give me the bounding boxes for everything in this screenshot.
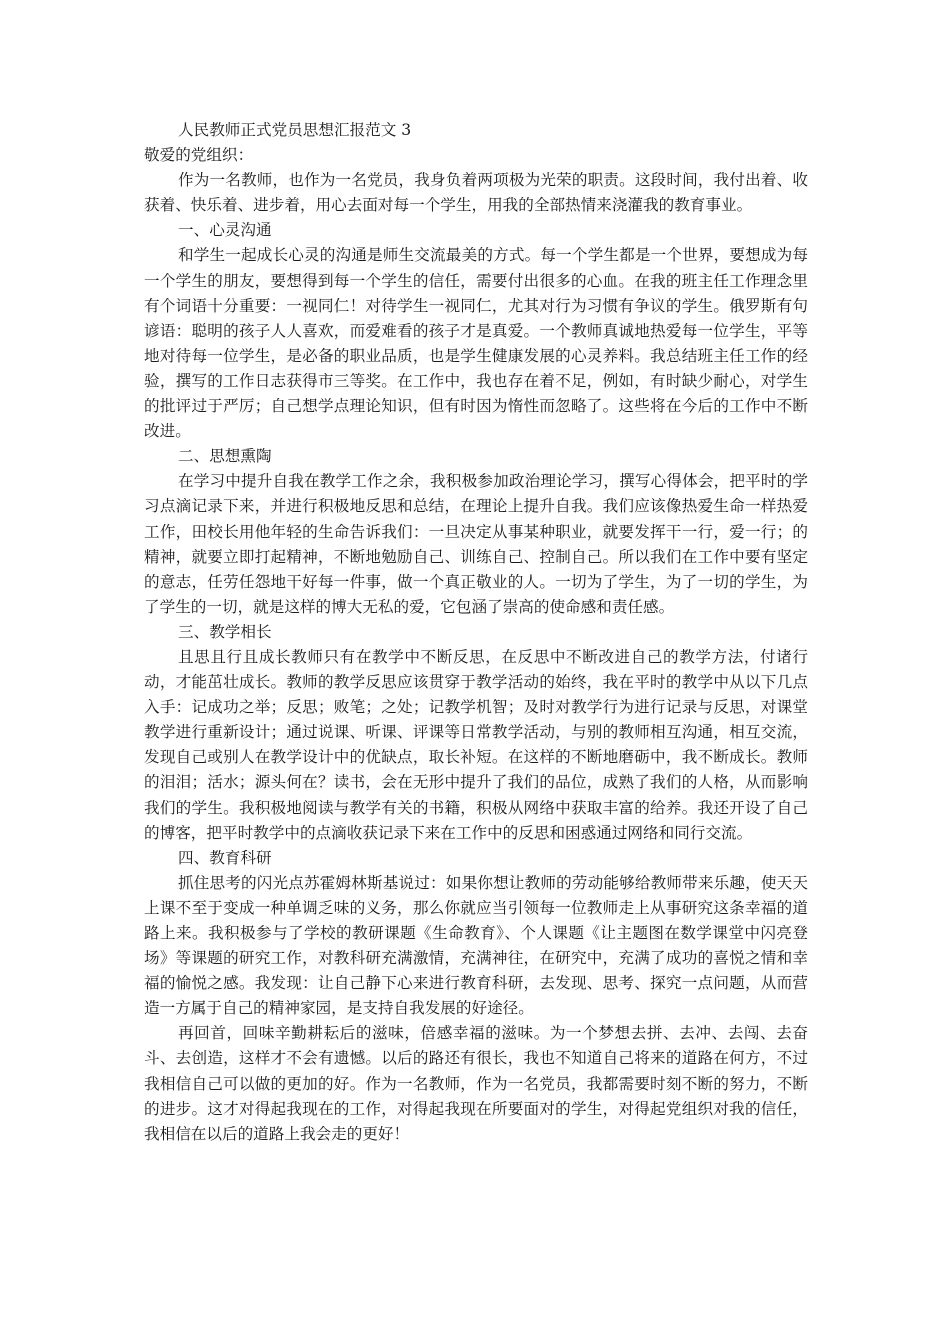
section-body-4: 抓住思考的闪光点苏霍姆林斯基说过：如果你想让教师的劳动能够给教师带来乐趣，使天天上课不至于变成一种单调乏味的义务，那么你就应当引领每一位教师走上从事研究这条幸福的道路上来。我积极参与了学校的教研课题《生命教育》、个人课题《让主题图在数学课堂中闪亮登场》等课题的研究工作，对教科研充满激情，充满神往，在研究中，充满了成功的喜悦之情和幸福的愉悦之感。我发现：让自己静下心来进行教育科研，去发现、思考、探究一点问题，从而营造一方属于自己的精神家园，是支持自我发展的好途径。 — [144, 873, 808, 1018]
section-heading-2: 二、思想熏陶 — [178, 447, 272, 466]
closing-paragraph: 再回首，回味辛勤耕耘后的滋味，倍感幸福的滋味。为一个梦想去拼、去冲、去闯、去奋斗、去创造，这样才不会有遗憾。以后的路还有很长，我也不知道自己将来的道路在何方，不过我相信自己可以做的更加的好。作为一名教师，作为一名党员，我都需要时刻不断的努力，不断的进步。这才对得起我现在的工作，对得起我现在所要面对的学生，对得起党组织对我的信任，我相信在以后的道路上我会走的更好！ — [144, 1024, 808, 1143]
intro-paragraph: 作为一名教师，也作为一名党员，我身负着两项极为光荣的职责。这段时间，我付出着、收获着、快乐着、进步着，用心去面对每一个学生，用我的全部热情来浇灌我的教育事业。 — [144, 171, 808, 215]
document-body — [144, 118, 808, 1147]
salutation: 敬爱的党组织： — [144, 146, 254, 165]
section-heading-4: 四、教育科研 — [178, 848, 272, 867]
section-body-3: 且思且行且成长教师只有在教学中不断反思，在反思中不断改进自己的教学方法，付诸行动，才能茁壮成长。教师的教学反思应该贯穿于教学活动的始终，我在平时的教学中从以下几点入手：记成功之举；反思；败笔；之处；记教学机智；及时对教学行为进行记录与反思，对课堂教学进行重新设计；通过说课、听课、评课等日常教学活动，与别的教师相互沟通，相互交流，发现自己或别人在教学设计中的优缺点，取长补短。在这样的不断地磨砺中，我不断成长。教师的泪泪；活水；源头何在？读书，会在无形中提升了我们的品位，成熟了我们的人格，从而影响我们的学生。我积极地阅读与教学有关的书籍，积极从网络中获取丰富的给养。我还开设了自己的博客，把平时教学中的点滴收获记录下来在工作中的反思和困惑通过网络和同行交流。 — [144, 647, 808, 842]
section-body-2: 在学习中提升自我在教学工作之余，我积极参加政治理论学习，撰写心得体会，把平时的学习点滴记录下来，并进行积极地反思和总结，在理论上提升自我。我们应该像热爱生命一样热爱工作，田校长用他年轻的生命告诉我们：一旦决定从事某种职业，就要发挥干一行，爱一行；的精神，就要立即打起精神，不断地勉励自己、训练自己、控制自己。所以我们在工作中要有坚定的意志，任劳任怨地干好每一件事，做一个真正敬业的人。一切为了学生，为了一切的学生，为了学生的一切，就是这样的博大无私的爱，它包涵了崇高的使命感和责任感。 — [144, 472, 808, 616]
section-heading-1: 一、心灵沟通 — [178, 221, 272, 240]
document-title: 人民教师正式党员思想汇报范文 3 — [178, 121, 412, 139]
section-body-1: 和学生一起成长心灵的沟通是师生交流最美的方式。每一个学生都是一个世界，要想成为每一个学生的朋友，要想得到每一个学生的信任，需要付出很多的心血。在我的班主任工作理念里有个词语十分重要：一视同仁！对待学生一视同仁，尤其对行为习惯有争议的学生。俄罗斯有句谚语：聪明的孩子人人喜欢，而爱难看的孩子才是真爱。一个教师真诚地热爱每一位学生，平等地对待每一位学生，是必备的职业品质，也是学生健康发展的心灵养料。我总结班主任工作的经验，撰写的工作日志获得市三等奖。在工作中，我也存在着不足，例如，有时缺少耐心，对学生的批评过于严厉；自己想学点理论知识，但有时因为惰性而忽略了。这些将在今后的工作中不断改进。 — [144, 246, 808, 441]
section-heading-3: 三、教学相长 — [178, 622, 272, 641]
